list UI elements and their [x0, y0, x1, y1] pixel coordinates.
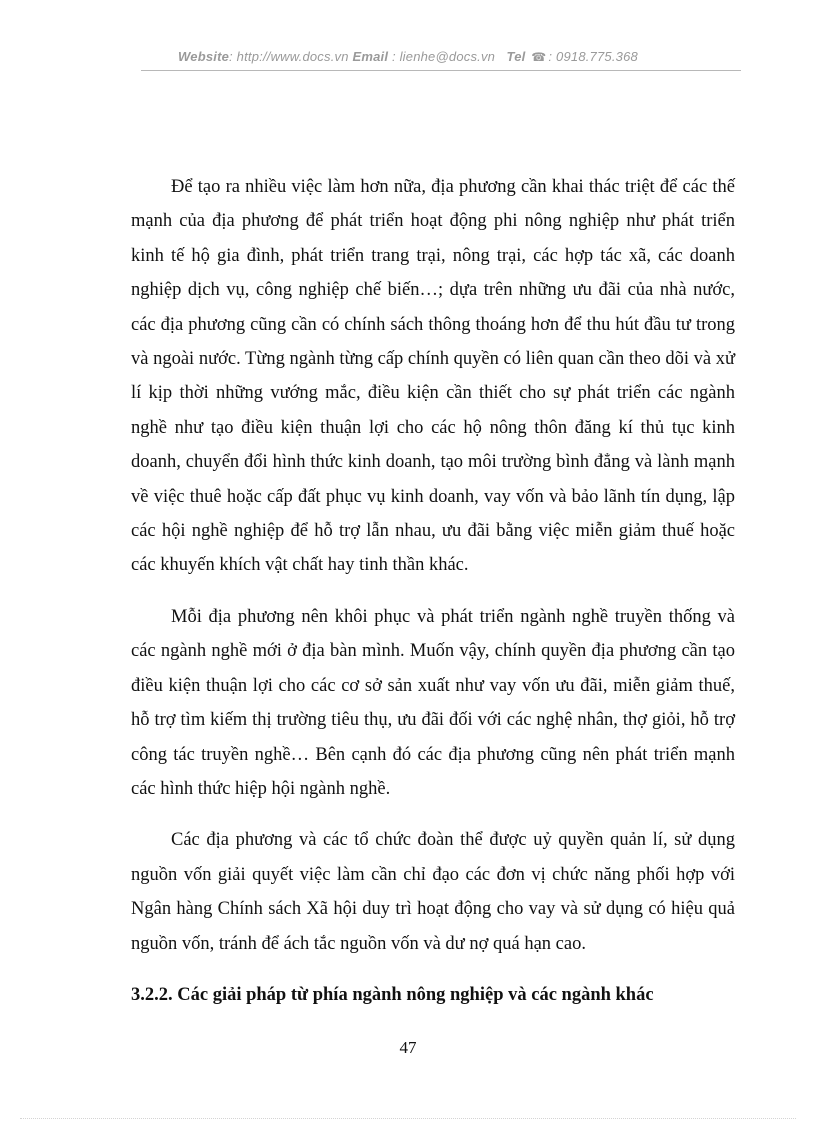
phone-icon: ☎ — [531, 50, 547, 64]
header-divider — [141, 70, 741, 71]
paragraph: Để tạo ra nhiều việc làm hơn nữa, địa phương cần khai thác triệt để các thế mạnh của địa phương để phát triển hoạt động phi nông nghiệp như phát triển kinh tế hộ gia đình, phát triển trang trại, nông trại, các hợp tác xã, các doanh nghiệp dịch vụ, công nghiệp chế biến…; dựa trên những ưu đãi của nhà nước, các địa phương cũng cần có chính sách thông thoáng hơn để thu hút đầu tư trong và ngoài nước. Từng ngành từng cấp chính quyền có liên quan cần theo dõi và xử lí kịp thời những vướng mắc, điều kiện cần thiết cho sự phát triển các ngành nghề như tạo điều kiện thuận lợi cho các hộ nông thôn đăng kí thủ tục kinh doanh, chuyển đổi hình thức kinh doanh, tạo môi trường bình đẳng và lành mạnh về việc thuê hoặc cấp đất phục vụ kinh doanh, vay vốn và bảo lãnh tín dụng, lập các hội nghề nghiệp để hỗ trợ lẫn nhau, ưu đãi bằng việc miễn giảm thuế hoặc các khuyến khích vật chất hay tinh thần khác. — [131, 177, 735, 576]
page-header — [0, 49, 816, 64]
tel-label: Tel — [506, 49, 526, 64]
email-label: Email — [352, 49, 389, 64]
paragraph: Mỗi địa phương nên khôi phục và phát triển ngành nghề truyền thống và các ngành nghề mới ở địa bàn mình. Muốn vậy, chính quyền địa phương cần tạo điều kiện thuận lợi cho các cơ sở sản xuất như vay vốn ưu đãi, miễn giảm thuế, hỗ trợ tìm kiếm thị trường tiêu thụ, ưu đãi đối với các nghệ nhân, thợ giỏi, hỗ trợ công tác truyền nghề… Bên cạnh đó các địa phương cũng nên phát triển mạnh các hình thức hiệp hội ngành nghề. — [131, 606, 735, 799]
footer-divider — [20, 1118, 796, 1119]
page-number: 47 — [399, 1038, 417, 1057]
section-heading: 3.2.2. Các giải pháp từ phía ngành nông nghiệp và các ngành khác — [131, 984, 654, 1005]
paragraph: Các địa phương và các tổ chức đoàn thể được uỷ quyền quản lí, sử dụng nguồn vốn giải quyết việc làm cần chỉ đạo các đơn vị chức năng phối hợp với Ngân hàng Chính sách Xã hội duy trì hoạt động cho vay và sử dụng có hiệu quả nguồn vốn, tránh để ách tắc nguồn vốn và dư nợ quá hạn cao. — [131, 830, 735, 954]
tel-value: : 0918.775.368 — [548, 49, 638, 64]
document-body — [131, 170, 735, 1012]
email-value: : lienhe@docs.vn — [391, 49, 496, 64]
website-value: : http://www.docs.vn — [229, 49, 349, 64]
website-label: Website — [178, 49, 230, 64]
